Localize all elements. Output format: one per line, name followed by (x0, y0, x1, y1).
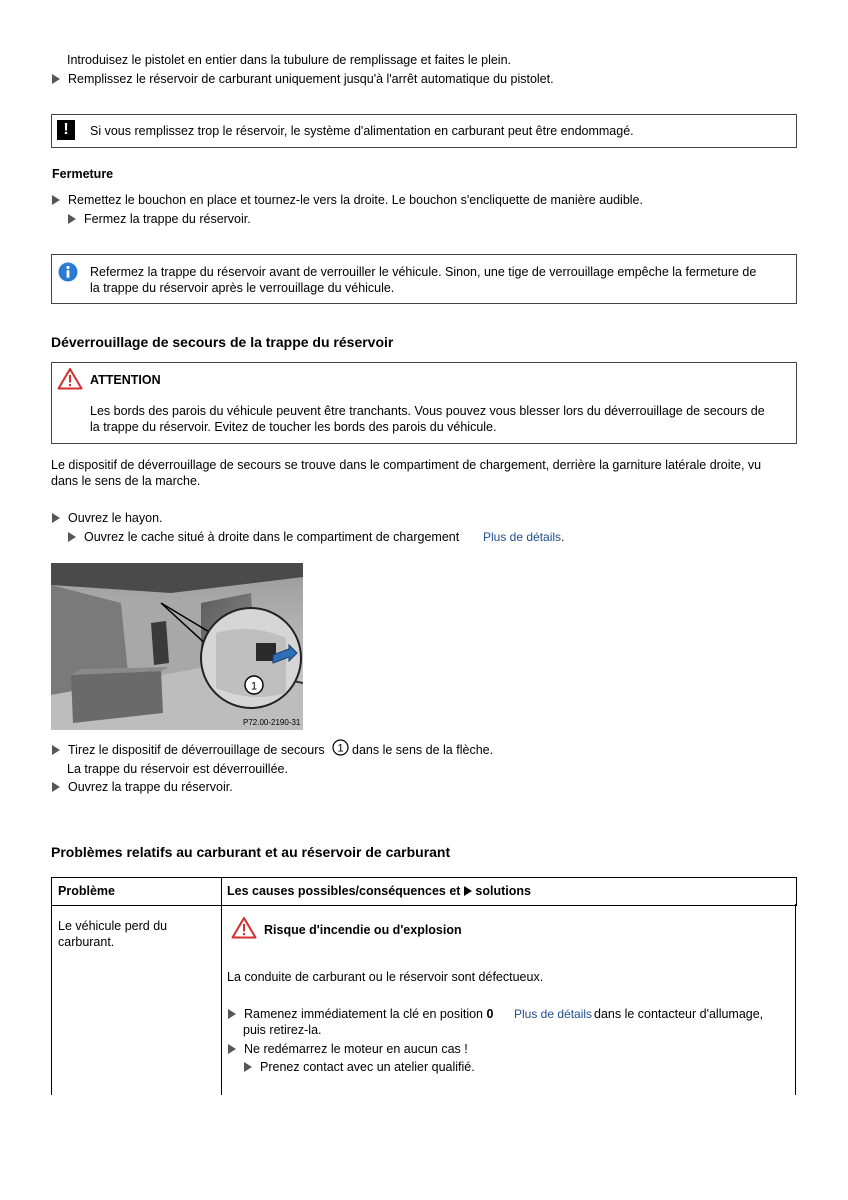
warning-text: Si vous remplissez trop le réservoir, le système d'alimentation en carburant peut être endommagé. (90, 124, 634, 138)
step-pull-text-a: Tirez le dispositif de déverrouillage de secours (68, 743, 325, 757)
attention-box (51, 362, 797, 444)
cause-text: La conduite de carburant ou le réservoir sont défectueux. (227, 970, 544, 984)
solution-3-text: Prenez contact avec un atelier qualifié. (260, 1060, 475, 1074)
problem-cell-line-2: carburant. (58, 935, 115, 949)
location-para-1: Le dispositif de déverrouillage de secours se trouve dans le compartiment de chargement, derrière la garniture latérale droite, vu (51, 458, 762, 472)
problem-cell-line-1: Le véhicule perd du (58, 919, 168, 933)
step-open-tailgate-text: Ouvrez le hayon. (68, 511, 163, 525)
step-open-cover-text: Ouvrez le cache situé à droite dans le compartiment de chargement (84, 530, 460, 544)
bullet-triangle-icon (68, 532, 76, 542)
more-details-link-2[interactable] (514, 1006, 592, 1022)
info-line-2: la trappe du réservoir après le verrouillage du véhicule. (90, 281, 395, 295)
step-pull-text-b: dans le sens de la flèche. (352, 743, 494, 757)
column-divider (221, 877, 222, 1095)
info-icon (58, 262, 78, 282)
solution-1-c: puis retirez-la. (243, 1023, 322, 1037)
exclamation-icon: ! (57, 120, 75, 140)
attention-line-1: Les bords des parois du véhicule peuvent être tranchants. Vous pouvez vous blesser lors du déverrouillage de secours de (90, 404, 765, 418)
col-header-problem: Problème (58, 884, 115, 898)
info-line-1: Refermez la trappe du réservoir avant de verrouiller le véhicule. Sinon, une tige de verrouillage empêche la fermeture de (90, 265, 757, 279)
solution-2-text: Ne redémarrez le moteur en aucun cas ! (244, 1042, 468, 1056)
bullet-triangle-icon (52, 195, 60, 205)
image-caption: P72.00-2190-31 (243, 718, 301, 727)
notice-box-overfill (51, 114, 797, 148)
danger-title: Risque d'incendie ou d'explosion (264, 923, 462, 937)
section-heading-problems: Problèmes relatifs au carburant et au réservoir de carburant (51, 844, 451, 860)
more-details-link-1[interactable] (483, 529, 564, 545)
period: . (561, 530, 565, 544)
trunk-drawing (51, 563, 303, 730)
bullet-triangle-icon (52, 745, 60, 755)
section-heading-emergency: Déverrouillage de secours de la trappe du réservoir (51, 334, 394, 350)
bullet-triangle-icon (52, 513, 60, 523)
image-callout-number: 1 (250, 680, 258, 693)
more-details-label[interactable]: Plus de détails (483, 530, 562, 544)
col-header-solutions-a: Les causes possibles/conséquences et (227, 884, 461, 898)
bullet-triangle-icon (228, 1009, 236, 1019)
trunk-illustration (51, 563, 303, 730)
warning-triangle-icon (231, 916, 257, 939)
attention-line-2: la trappe du réservoir. Evitez de toucher les bords des parois du véhicule. (90, 420, 497, 434)
bullet-triangle-icon (464, 886, 472, 896)
circled-1-icon (332, 739, 349, 756)
bullet-fill-text: Remplissez le réservoir de carburant uniquement jusqu'à l'arrêt automatique du pistolet. (68, 72, 554, 86)
bullet-triangle-icon (52, 74, 60, 84)
bullet-triangle-icon (244, 1062, 252, 1072)
table-right-border (795, 904, 796, 1095)
bullet-triangle-icon (68, 214, 76, 224)
col-header-solutions-b: solutions (475, 884, 531, 898)
circled-1-number: 1 (337, 742, 344, 755)
fermeture-heading: Fermeture (52, 167, 114, 181)
bullet-triangle-icon (228, 1044, 236, 1054)
location-para-2: dans le sens de la marche. (51, 474, 201, 488)
fermeture-step-1-text: Remettez le bouchon en place et tournez-le vers la droite. Le bouchon s'encliquette de manière audible. (68, 193, 643, 207)
attention-title: ATTENTION (90, 373, 161, 387)
more-details-label-2[interactable]: Plus de détails (514, 1007, 593, 1021)
warning-triangle-icon (57, 367, 83, 390)
solution-1-a: Ramenez immédiatement la clé en position (244, 1007, 484, 1021)
problems-table (51, 877, 796, 1095)
col-header-solutions (227, 883, 531, 899)
intro-line: Introduisez le pistolet en entier dans la tubulure de remplissage et faites le plein. (67, 53, 512, 67)
solution-1-b: dans le contacteur d'allumage, (594, 1007, 764, 1021)
bullet-triangle-icon (52, 782, 60, 792)
result-unlocked: La trappe du réservoir est déverrouillée. (67, 762, 288, 776)
key-position: 0 (486, 1007, 494, 1021)
step-open-flap-text: Ouvrez la trappe du réservoir. (68, 780, 233, 794)
info-box (51, 254, 797, 304)
fermeture-step-2-text: Fermez la trappe du réservoir. (84, 212, 251, 226)
table-left-border (51, 904, 52, 1095)
solution-1-text (244, 1006, 493, 1022)
